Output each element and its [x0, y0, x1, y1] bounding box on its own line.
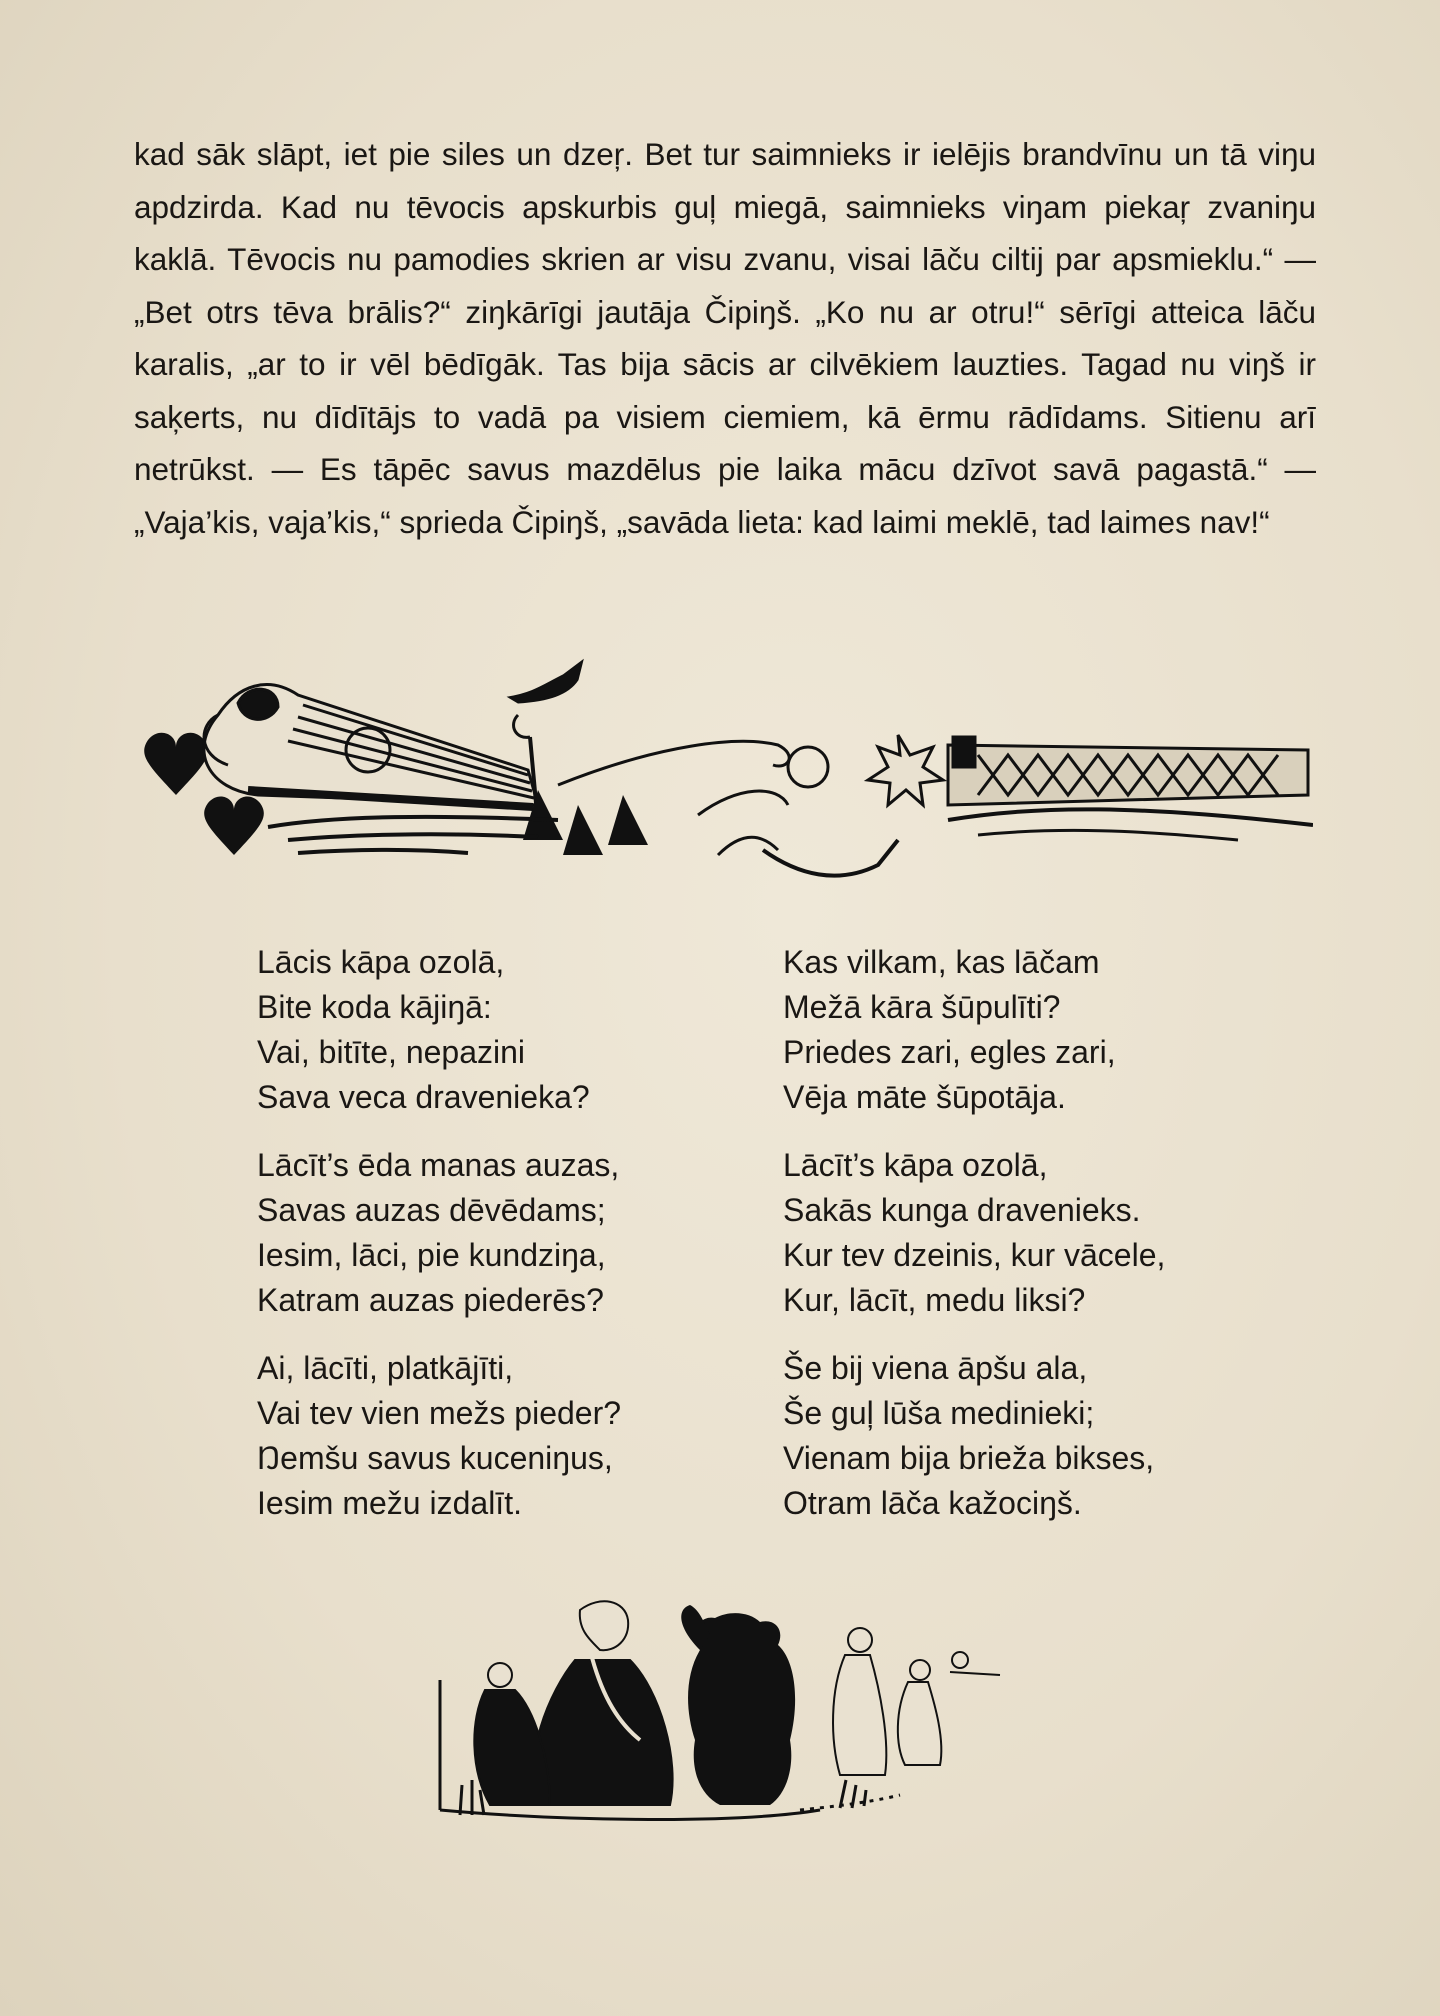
- poem-line: Lācis kāpa ozolā,: [257, 944, 505, 980]
- bells-icon: [523, 790, 648, 855]
- poem-line: Kur, lācīt, medu liksi?: [783, 1282, 1086, 1318]
- poem-line: Lācīt’s ēda manas auzas,: [257, 1147, 620, 1183]
- poem-line: Sakās kunga dravenieks.: [783, 1192, 1141, 1228]
- poem-line: Savas auzas dēvēdams;: [257, 1192, 606, 1228]
- small-person-icon: [474, 1663, 550, 1805]
- poem-stanza: [783, 1143, 1303, 1323]
- poem-line: Bite koda kājiŋā:: [257, 989, 492, 1025]
- poem-line: Sava veca dravenieka?: [257, 1079, 590, 1115]
- poem-line: Otram lāča kažociŋš.: [783, 1485, 1082, 1521]
- poem-stanza: [783, 1346, 1303, 1526]
- prose-block: [134, 128, 1316, 548]
- poem-column-left: [257, 940, 777, 1549]
- prose-paragraph: kad sāk slāpt, iet pie siles un dzeŗ. Bet tur saimnieks ir ielējis brandvīnu un tā viŋu apdzirda. Kad nu tēvocis apskurbis guļ miegā, saimnieks viŋam piekaŗ zvaniŋu kaklā. Tēvocis nu pamodies skrien ar visu zvanu, visai lāču ciltij par apsmieklu.“ —„Bet otrs tēva brālis?“ ziŋkārīgi jautāja Čipiŋš. „Ko nu ar otru!“ sērīgi atteica lāču karalis, „ar to ir vēl bēdīgāk. Tas bija sācis ar cilvēkiem lauzties. Tagad nu viŋš ir saķerts, nu dīdītājs to vadā pa visiem ciemiem, kā ērmu rādīdams. Sitienu arī netrūkst. — Es tāpēc savus mazdēlus pie laika mācu dzīvot savā pagastā.“ — „Vaja’kis, vaja’kis,“ sprieda Čipiŋš, „savāda lieta: kad laimi meklē, tad laimes nav!“: [134, 136, 1316, 540]
- poem-line: Vai tev vien mežs pieder?: [257, 1395, 622, 1431]
- poem-line: Še bij viena āpšu ala,: [783, 1350, 1088, 1386]
- woven-belt-icon: [948, 737, 1313, 840]
- poem-stanza: [783, 940, 1303, 1120]
- poem-line: Vai, bitīte, nepazini: [257, 1034, 526, 1070]
- poem-line: Vēja māte šūpotāja.: [783, 1079, 1066, 1115]
- poem-line: Mežā kāra šūpulīti?: [783, 989, 1061, 1025]
- poem-line: Lācīt’s kāpa ozolā,: [783, 1147, 1048, 1183]
- poem-column-right: [783, 940, 1303, 1549]
- poem-line: Vienam bija brieža bikses,: [783, 1440, 1155, 1476]
- woman-figure-icon: [533, 1601, 672, 1805]
- star-icon: [868, 735, 943, 805]
- poem-line: Ai, lācīti, platkājīti,: [257, 1350, 514, 1386]
- poem-line: Ŋemšu savus kuceniŋus,: [257, 1440, 613, 1476]
- poem-line: Kas vilkam, kas lāčam: [783, 944, 1100, 980]
- children-figures-icon: [833, 1628, 1000, 1775]
- poem-stanza: [257, 1346, 777, 1526]
- poem-line: Priedes zari, egles zari,: [783, 1034, 1116, 1070]
- poem-stanza: [257, 1143, 777, 1323]
- poem-line: Še guļ lūša medinieki;: [783, 1395, 1095, 1431]
- kokle-icon: [204, 685, 538, 807]
- poem-line: Katram auzas piederēs?: [257, 1282, 604, 1318]
- poem-line: Kur tev dzeinis, kur vācele,: [783, 1237, 1166, 1273]
- bear-icon: [681, 1605, 795, 1805]
- folk-ornament-illustration: [138, 655, 1313, 895]
- poem-stanza: [257, 940, 777, 1120]
- swirl-decoration-icon: [558, 741, 828, 855]
- bear-and-people-illustration: [400, 1580, 1040, 1840]
- poem-line: Iesim, lāci, pie kundziŋa,: [257, 1237, 606, 1273]
- poem-line: Iesim mežu izdalīt.: [257, 1485, 522, 1521]
